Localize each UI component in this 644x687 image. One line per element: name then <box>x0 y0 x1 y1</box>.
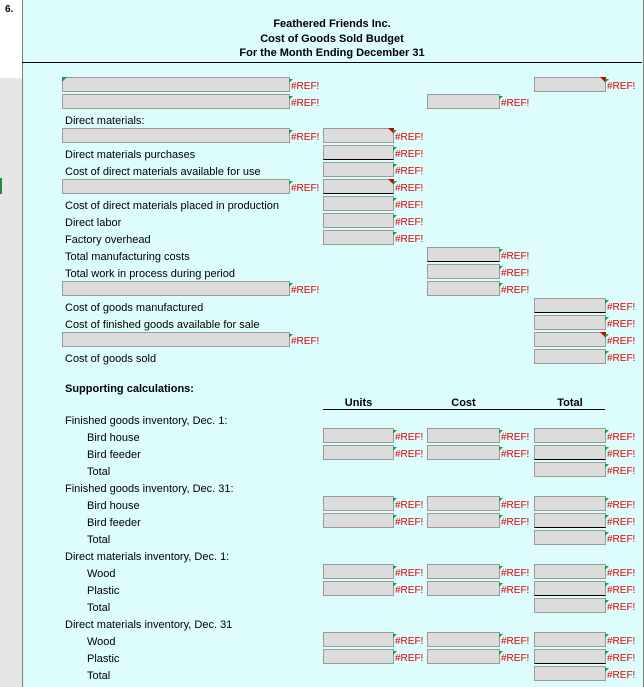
section-total-cell[interactable] <box>534 530 606 545</box>
total-label: Total <box>87 534 111 546</box>
cost-cell[interactable] <box>427 581 500 596</box>
supporting-calculations-heading: Supporting calculations: <box>65 383 194 395</box>
ref-error: #REF! <box>395 636 424 647</box>
ref-error: #REF! <box>607 500 636 511</box>
units-cell[interactable] <box>323 649 394 664</box>
item-label: Wood <box>87 568 116 580</box>
ref-error: #REF! <box>395 217 424 228</box>
ref-error: #REF! <box>501 568 530 579</box>
section-title: Direct materials inventory, Dec. 31 <box>65 619 233 631</box>
input-cell-wip-end[interactable] <box>62 281 290 296</box>
section-title: Finished goods inventory, Dec. 31: <box>65 483 234 495</box>
input-cell-dm-begin-value[interactable] <box>323 128 394 143</box>
input-cell-dm-end[interactable] <box>62 179 290 194</box>
ref-error: #REF! <box>501 517 530 528</box>
input-cell-dm-begin[interactable] <box>62 128 290 143</box>
cost-cell[interactable] <box>427 445 500 460</box>
input-cell-fg-end[interactable] <box>62 332 290 347</box>
ref-error: #REF! <box>291 285 320 296</box>
ref-error: #REF! <box>607 466 636 477</box>
total-cell[interactable] <box>534 445 606 460</box>
budget-period: For the Month Ending December 31 <box>239 47 425 59</box>
ref-error: #REF! <box>607 449 636 460</box>
units-cell[interactable] <box>323 632 394 647</box>
ref-error: #REF! <box>607 319 636 330</box>
ref-error: #REF! <box>395 200 424 211</box>
column-header-units: Units <box>344 397 373 409</box>
input-cell-dm-end-value[interactable] <box>323 179 394 194</box>
units-cell[interactable] <box>323 428 394 443</box>
input-cell-wip-end-value[interactable] <box>427 281 500 296</box>
ref-error: #REF! <box>395 183 424 194</box>
input-cell-dm-available[interactable] <box>323 162 394 177</box>
units-cell[interactable] <box>323 564 394 579</box>
section-total-cell[interactable] <box>534 666 606 681</box>
section-total-cell[interactable] <box>534 598 606 613</box>
ref-error: #REF! <box>501 449 530 460</box>
ref-error: #REF! <box>291 98 320 109</box>
direct-materials-label: Direct materials: <box>65 115 145 127</box>
ref-error: #REF! <box>395 653 424 664</box>
cost-cell[interactable] <box>427 649 500 664</box>
total-wip-label: Total work in process during period <box>65 268 235 280</box>
units-cell[interactable] <box>323 513 394 528</box>
question-number: 6. <box>5 4 14 15</box>
ref-error: #REF! <box>607 534 636 545</box>
company-name: Feathered Friends Inc. <box>273 18 391 30</box>
column-header-rule <box>323 409 605 410</box>
ref-error: #REF! <box>291 183 320 194</box>
input-cell-dm-purchases[interactable] <box>323 145 394 160</box>
ref-error: #REF! <box>395 166 424 177</box>
ref-error: #REF! <box>607 353 636 364</box>
ref-error: #REF! <box>501 268 530 279</box>
ref-error: #REF! <box>607 602 636 613</box>
item-label: Plastic <box>87 585 120 597</box>
ref-error: #REF! <box>501 653 530 664</box>
ref-error: #REF! <box>607 568 636 579</box>
ref-error: #REF! <box>607 517 636 528</box>
item-label: Bird feeder <box>87 517 141 529</box>
total-label: Total <box>87 602 111 614</box>
item-label: Bird house <box>87 432 140 444</box>
ref-error: #REF! <box>395 517 424 528</box>
section-total-cell[interactable] <box>534 462 606 477</box>
input-cell-total-manufacturing[interactable] <box>427 247 500 262</box>
cost-fg-available-label: Cost of finished goods available for sale <box>65 319 260 331</box>
ref-error: #REF! <box>607 653 636 664</box>
header-rule <box>22 62 642 63</box>
ref-error: #REF! <box>395 132 424 143</box>
input-cell-direct-labor[interactable] <box>323 213 394 228</box>
section-title: Finished goods inventory, Dec. 1: <box>65 415 228 427</box>
ref-error: #REF! <box>395 234 424 245</box>
ref-error: #REF! <box>501 98 530 109</box>
ref-error: #REF! <box>395 149 424 160</box>
ref-error: #REF! <box>395 449 424 460</box>
total-cell[interactable] <box>534 428 606 443</box>
input-cell-cogs[interactable] <box>534 349 606 364</box>
ref-error: #REF! <box>501 285 530 296</box>
ref-error: #REF! <box>607 585 636 596</box>
ref-error: #REF! <box>501 251 530 262</box>
ref-error: #REF! <box>291 81 320 92</box>
cost-goods-sold-label: Cost of goods sold <box>65 353 157 365</box>
factory-overhead-label: Factory overhead <box>65 234 151 246</box>
total-manufacturing-label: Total manufacturing costs <box>65 251 190 263</box>
ref-error: #REF! <box>395 568 424 579</box>
ref-error: #REF! <box>291 336 320 347</box>
cost-dm-available-label: Cost of direct materials available for use <box>65 166 261 178</box>
direct-labor-label: Direct labor <box>65 217 122 229</box>
dm-purchases-label: Direct materials purchases <box>65 149 196 161</box>
cost-cell[interactable] <box>427 632 500 647</box>
input-cell-cogm[interactable] <box>534 298 606 313</box>
total-label: Total <box>87 466 111 478</box>
gutter-marker <box>0 178 2 194</box>
input-cell-top-1[interactable] <box>62 77 290 92</box>
row-gutter <box>0 0 22 687</box>
gutter-shade <box>0 78 22 687</box>
units-cell[interactable] <box>323 581 394 596</box>
cost-goods-manufactured-label: Cost of goods manufactured <box>65 302 204 314</box>
units-cell[interactable] <box>323 445 394 460</box>
ref-error: #REF! <box>607 336 636 347</box>
total-cell[interactable] <box>534 581 606 596</box>
ref-error: #REF! <box>501 636 530 647</box>
input-cell-fg-end-value[interactable] <box>534 332 606 347</box>
total-cell[interactable] <box>534 496 606 511</box>
cost-cell[interactable] <box>427 513 500 528</box>
ref-error: #REF! <box>501 585 530 596</box>
ref-error: #REF! <box>607 636 636 647</box>
input-cell-factory-overhead[interactable] <box>323 230 394 245</box>
ref-error: #REF! <box>501 500 530 511</box>
ref-error: #REF! <box>501 432 530 443</box>
cost-cell[interactable] <box>427 496 500 511</box>
item-label: Bird feeder <box>87 449 141 461</box>
input-cell-dm-placed[interactable] <box>323 196 394 211</box>
item-label: Wood <box>87 636 116 648</box>
ref-error: #REF! <box>607 81 636 92</box>
input-cell-total-wip[interactable] <box>427 264 500 279</box>
total-cell[interactable] <box>534 632 606 647</box>
ref-error: #REF! <box>607 432 636 443</box>
cost-cell[interactable] <box>427 428 500 443</box>
cost-dm-placed-label: Cost of direct materials placed in production <box>65 200 279 212</box>
total-cell[interactable] <box>534 513 606 528</box>
budget-title: Cost of Goods Sold Budget <box>260 33 404 45</box>
total-label: Total <box>87 670 111 682</box>
section-title: Direct materials inventory, Dec. 1: <box>65 551 230 563</box>
column-header-cost: Cost <box>451 397 476 409</box>
total-cell[interactable] <box>534 649 606 664</box>
column-header-total: Total <box>557 397 583 409</box>
ref-error: #REF! <box>607 302 636 313</box>
input-cell-mid-top[interactable] <box>427 94 500 109</box>
item-label: Plastic <box>87 653 120 665</box>
ref-error: #REF! <box>395 500 424 511</box>
input-cell-top-2[interactable] <box>62 94 290 109</box>
item-label: Bird house <box>87 500 140 512</box>
ref-error: #REF! <box>607 670 636 681</box>
ref-error: #REF! <box>395 585 424 596</box>
total-cell[interactable] <box>534 564 606 579</box>
input-cell-fg-available[interactable] <box>534 315 606 330</box>
ref-error: #REF! <box>291 132 320 143</box>
cost-cell[interactable] <box>427 564 500 579</box>
units-cell[interactable] <box>323 496 394 511</box>
ref-error: #REF! <box>395 432 424 443</box>
input-cell-total-top[interactable] <box>534 77 606 92</box>
